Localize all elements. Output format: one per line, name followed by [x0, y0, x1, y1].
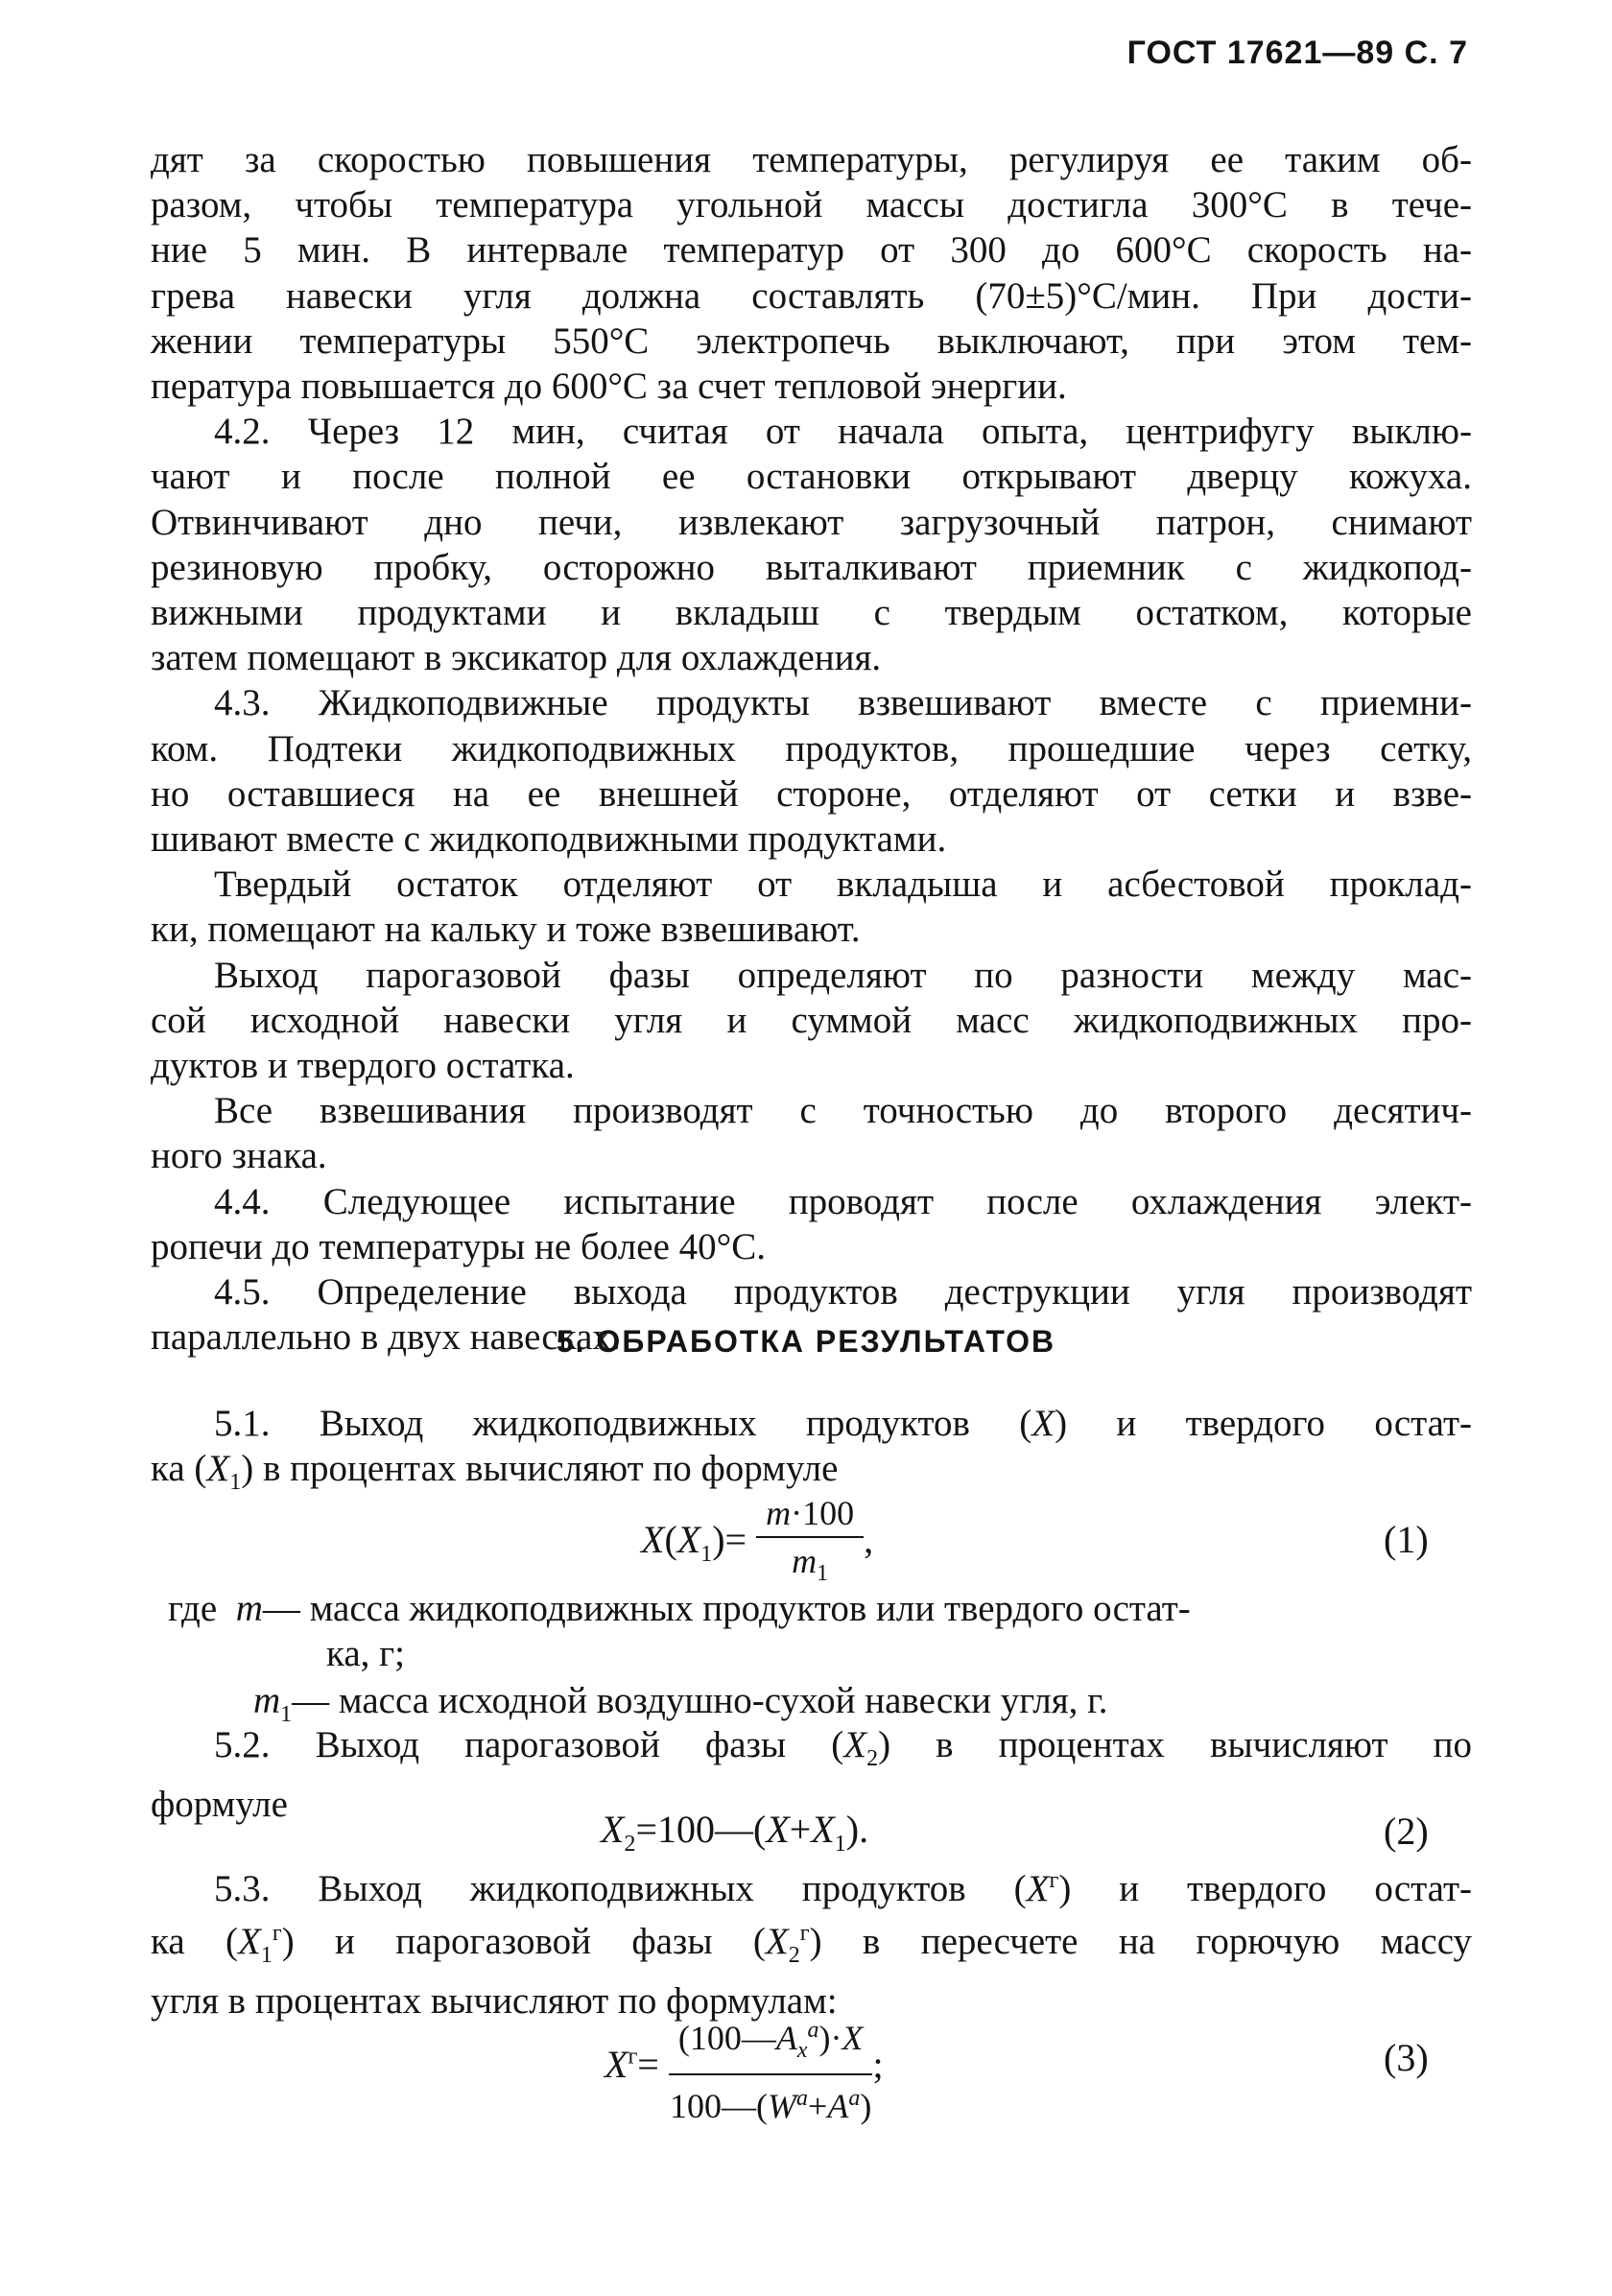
- symbol-w: W: [768, 2087, 796, 2126]
- paragraph-line: Выход парогазовой фазы определяют по разности между мас-: [214, 954, 1472, 996]
- text: ка (: [151, 1448, 207, 1490]
- section-5-title: 5. ОБРАБОТКА РЕЗУЛЬТАТОВ: [556, 1324, 1056, 1359]
- paragraph-5-3-line-2: [151, 1911, 1472, 1978]
- text: ) и твердого остат-: [1058, 1868, 1472, 1909]
- paragraph-5-3: [151, 1858, 1472, 2024]
- paragraph-4-3-line: шивают вместе с жидкоподвижными продуктами.: [151, 818, 947, 861]
- text: ).: [845, 1808, 869, 1851]
- text: 5.3. Выход жидкоподвижных продуктов (: [214, 1868, 1027, 1909]
- formula-2: [601, 1809, 868, 1865]
- text: ) и парогазовой фазы (: [281, 1921, 766, 1963]
- subscript: 2: [866, 1745, 879, 1771]
- fraction: [669, 2009, 873, 2127]
- equation-number-3: (3): [1384, 2036, 1429, 2079]
- symbol-m: m: [235, 1588, 263, 1629]
- paragraph-5-3-line-3: угля в процентах вычисляют по формулам:: [151, 1980, 838, 2023]
- text: ка (: [151, 1921, 239, 1963]
- symbol-m: m: [766, 1494, 792, 1532]
- formula-3: [604, 2009, 884, 2127]
- symbol-sup-a: a: [807, 2018, 819, 2043]
- text: — масса исходной воздушно-сухой навески угля, г.: [292, 1680, 1108, 1721]
- text: 5.1. Выход жидкоподвижных продуктов (: [214, 1403, 1032, 1444]
- text-line: ние 5 мин. В интервале температур от 300 до 600°С скорость на-: [151, 229, 1472, 272]
- paragraph-5-1-line-1: [151, 1401, 1472, 1446]
- subscript: [797, 2038, 808, 2063]
- symbol-sub-x: x: [796, 2038, 808, 2064]
- where-line-2: ка, г;: [326, 1633, 405, 1674]
- text: 100—(: [670, 2087, 768, 2126]
- paragraph-5-1: [151, 1401, 1472, 1505]
- text: ) в пересчете на горючую массу: [809, 1921, 1473, 1963]
- paragraph-4-2-line: чают и после полной ее остановки открывают дверцу кожуха.: [151, 456, 1472, 498]
- text: )=: [712, 1517, 747, 1561]
- paragraph-4-5-line: 4.5. Определение выхода продуктов деструкции угля производят: [214, 1271, 1472, 1314]
- text: — масса жидкоподвижных продуктов или твердого остат-: [262, 1588, 1191, 1629]
- text: ;: [872, 2042, 884, 2086]
- symbol-x: X: [1026, 1868, 1050, 1909]
- text: +: [789, 1808, 812, 1851]
- text-line: дят за скоростью повышения температуры, регулируя ее таким об-: [151, 139, 1472, 180]
- superscript: г: [272, 1921, 282, 1947]
- paragraph-5-2-line-1: [151, 1722, 1472, 1782]
- paragraph-line: дуктов и твердого остатка.: [151, 1045, 575, 1087]
- text-line: пература повышается до 600°С за счет тепловой энергии.: [151, 366, 1067, 408]
- symbol-x: X: [842, 2019, 864, 2057]
- symbol-x1: X: [811, 1808, 835, 1851]
- text: где: [168, 1588, 218, 1629]
- text-line: разом, чтобы температура угольной массы достигла 300°С в тече-: [151, 184, 1472, 226]
- superscript: [848, 2086, 860, 2111]
- symbol-x: X: [766, 1808, 790, 1851]
- paragraph-4-4-line: ропечи до температуры не более 40°С.: [151, 1225, 766, 1267]
- formula-1: [641, 1492, 873, 1595]
- paragraph-4-3-line: 4.3. Жидкоподвижные продукты взвешивают вместе с приемни-: [214, 682, 1472, 724]
- superscript: [808, 2018, 819, 2043]
- equation-number-2: (2): [1384, 1810, 1429, 1853]
- text: ) в процентах вычисляют по: [878, 1724, 1472, 1765]
- subscript: 1: [260, 1943, 273, 1968]
- where-line-1: [168, 1586, 1191, 1631]
- text: 5.2. Выход парогазовой фазы (: [214, 1724, 844, 1765]
- text: ·100: [791, 1494, 855, 1532]
- text: (: [664, 1517, 677, 1561]
- symbol-x: X: [604, 2042, 628, 2086]
- text: +: [808, 2087, 828, 2126]
- text: ): [860, 2087, 872, 2126]
- symbol-m1: m: [253, 1680, 281, 1721]
- equation-number-1: (1): [1384, 1518, 1429, 1561]
- superscript: г: [799, 1921, 810, 1947]
- text: ,: [864, 1517, 874, 1561]
- paragraph-4-2-line: вижными продуктами и вкладыш с твердым остатком, которые: [151, 592, 1472, 634]
- text: =100—(: [635, 1808, 767, 1851]
- numerator: [669, 2009, 873, 2075]
- text: ) в процентах вычисляют по формуле: [241, 1448, 839, 1490]
- paragraph-4-2-line: резиновую пробку, осторожно выталкивают приемник с жидкопод-: [151, 546, 1472, 588]
- symbol-x2: X: [765, 1921, 789, 1963]
- text-line: жении температуры 550°С электропечь выключают, при этом тем-: [151, 320, 1472, 362]
- text: =: [637, 2042, 659, 2086]
- subscript: 1: [834, 1832, 846, 1857]
- subscript: 1: [817, 1561, 829, 1587]
- fraction: [756, 1492, 864, 1595]
- superscript: г: [628, 2044, 638, 2070]
- paragraph-line: Все взвешивания производят с точностью до второго десятич-: [214, 1090, 1472, 1132]
- numerator: [756, 1492, 864, 1538]
- paragraph-4-2-line: Отвинчивают дно печи, извлекают загрузочный патрон, снимают: [151, 501, 1472, 543]
- paragraph-5-2-line-2: формуле: [151, 1784, 288, 1825]
- paragraph-4-2-line: затем помещают в эксикатор для охлаждения.: [151, 637, 882, 679]
- symbol-x2: X: [601, 1808, 625, 1851]
- symbol-sup-a: a: [848, 2086, 861, 2112]
- superscript: [796, 2086, 808, 2111]
- paragraph-4-4-line: 4.4. Следующее испытание проводят после охлаждения элект-: [214, 1180, 1472, 1222]
- paragraph-4-3-line: ком. Подтеки жидкоподвижных продуктов, прошедшие через сетку,: [151, 727, 1472, 769]
- symbol-m1: m: [792, 1542, 818, 1580]
- symbol-sup-a: a: [796, 2086, 808, 2112]
- symbol-a: A: [775, 2019, 797, 2057]
- subscript: 1: [229, 1470, 242, 1495]
- symbol-x1: X: [238, 1921, 261, 1963]
- symbol-x: X: [206, 1448, 230, 1490]
- symbol-x1: X: [676, 1517, 701, 1561]
- paragraph-line: сой исходной навески угля и суммой масс жидкоподвижных про-: [151, 999, 1472, 1041]
- text: (100—: [677, 2019, 776, 2057]
- text: ) и твердого остат-: [1055, 1403, 1472, 1444]
- text-line: грева навески угля должна составлять (70±5)°С/мин. При дости-: [151, 274, 1472, 317]
- subscript: 1: [280, 1701, 293, 1727]
- superscript: г: [1049, 1868, 1059, 1893]
- section-4-continuation: [151, 137, 1472, 1360]
- paragraph-4-5-line: параллельно в двух навесках.: [151, 1316, 621, 1359]
- text: )·: [818, 2019, 842, 2057]
- symbol-x: X: [641, 1517, 665, 1561]
- running-header: ГОСТ 17621—89 С. 7: [1126, 35, 1468, 71]
- subscript: 2: [624, 1832, 636, 1857]
- paragraph-4-3-line: но оставшиеся на ее внешней стороне, отделяют от сетки и взве-: [151, 772, 1472, 815]
- paragraph-5-3-line-1: [151, 1858, 1472, 1911]
- paragraph-line: ного знака.: [151, 1135, 327, 1177]
- symbol-x: X: [1031, 1403, 1055, 1444]
- paragraph-4-2-line: 4.2. Через 12 мин, считая от начала опыта, центрифугу выклю-: [214, 411, 1472, 453]
- paragraph-line: ки, помещают на кальку и тоже взвешивают.: [151, 909, 861, 951]
- denominator: [669, 2075, 873, 2127]
- subscript: 2: [788, 1943, 800, 1968]
- symbol-x2: X: [843, 1724, 867, 1765]
- subscript: 1: [700, 1541, 713, 1567]
- symbol-a: A: [827, 2087, 849, 2126]
- paragraph-line: Твердый остаток отделяют от вкладыша и асбестовой проклад-: [214, 864, 1472, 906]
